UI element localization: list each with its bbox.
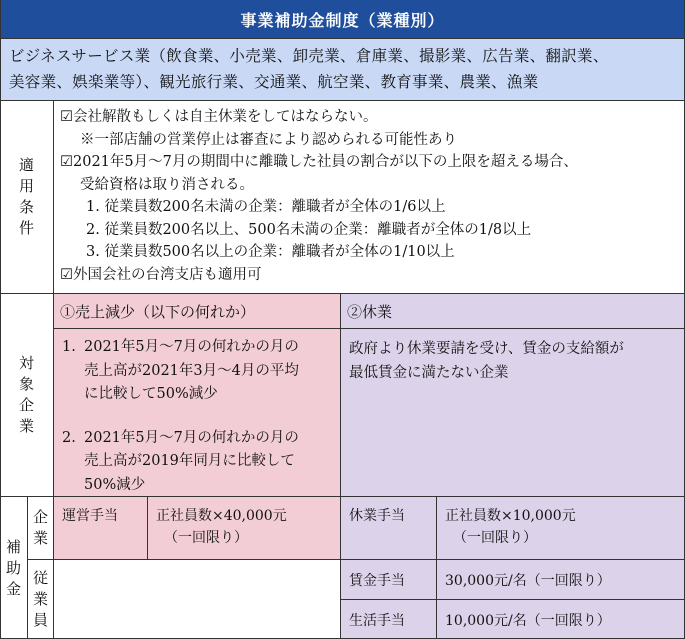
- grid-line: [340, 294, 341, 639]
- sales-decline-heading: ①売上減少（以下の何れか）: [54, 294, 340, 328]
- condition-continuation: 受給資格は取り消される。: [80, 176, 254, 193]
- condition-subitem: 3. 従業員数500名以上の企業：離職者が全体の1/10以上: [86, 244, 455, 260]
- grid-line: [0, 496, 685, 497]
- grid-line: [27, 559, 685, 560]
- condition-subitem: 2. 従業員数200名以上、500名未満の企業：離職者が全体の1/8以上: [86, 221, 532, 238]
- grid-line: [0, 0, 1, 639]
- closure-heading: ②休業: [341, 294, 684, 328]
- grid-line: [147, 497, 148, 559]
- wage-allowance-amount: 30,000元/名（一回限り）: [437, 560, 684, 599]
- closure-allowance-name: 休業手当: [341, 497, 436, 559]
- grid-line: [436, 497, 437, 639]
- grid-line: [340, 599, 685, 600]
- closure-allowance-amount: 正社員数×10,000元 （一回限り）: [437, 497, 684, 559]
- list-item: 1. 2021年5月～7月の何れかの月の 売上高が2021年3月～4月の平均 に比較して50%減少: [62, 339, 299, 402]
- target-label: 対 象 企 業: [18, 354, 34, 435]
- checkbox-checked-icon: ☑: [60, 109, 73, 125]
- grid-line: [0, 293, 685, 294]
- sales-decline-criteria: [54, 329, 340, 496]
- condition-item: ☑外国会社の台湾支店も適用可: [60, 266, 262, 283]
- wage-allowance-name: 賃金手当: [341, 560, 436, 599]
- living-allowance-amount: 10,000元/名（一回限り）: [437, 600, 684, 639]
- grid-line: [53, 101, 54, 639]
- company-label: 企 業: [32, 508, 48, 547]
- closure-criteria: 政府より休業要請を受け、賃金の支給額が 最低賃金に満たない企業: [341, 329, 684, 496]
- industry-list: [1, 39, 684, 100]
- checkbox-checked-icon: ☑: [60, 266, 73, 283]
- employee-empty-cell: [54, 560, 340, 639]
- condition-note: ※一部店舗の営業停止は審査により認められる可能性あり: [80, 131, 457, 148]
- grid-line: [27, 497, 28, 639]
- grid-line: [0, 100, 685, 101]
- grid-line: [0, 38, 685, 39]
- checkbox-checked-icon: ☑: [60, 154, 73, 170]
- employee-label: 従 業 員: [32, 569, 48, 629]
- conditions-content: [54, 101, 684, 293]
- living-allowance-name: 生活手当: [341, 600, 436, 639]
- condition-item: ☑2021年5月～7月の期間中に離職した社員の割合が以下の上限を超える場合、: [60, 154, 578, 170]
- condition-item: ☑会社解散もしくは自主休業をしてはならない。: [60, 109, 378, 125]
- grid-line: [54, 328, 685, 329]
- industry-line-2: 美容業、娯楽業等）、観光旅行業、交通業、航空業、教育事業、農業、漁業: [9, 73, 539, 91]
- condition-subitem: 1. 従業員数200名未満の企業：離職者が全体の1/6以上: [86, 199, 446, 215]
- table-title: 事業補助金制度（業種別）: [0, 0, 685, 38]
- subsidy-label: 補 助 金: [5, 537, 21, 598]
- operating-allowance-name: 運営手当: [54, 497, 147, 559]
- conditions-label: 適 用 条 件: [18, 156, 34, 237]
- operating-allowance-amount: 正社員数×40,000元 （一回限り）: [148, 497, 340, 559]
- industry-line-1: ビジネスサービス業（飲食業、小売業、卸売業、倉庫業、撮影業、広告業、翻訳業、: [9, 47, 609, 65]
- list-item: 2. 2021年5月～7月の何れかの月の 売上高が2019年同月に比較して 50%減少: [62, 429, 299, 493]
